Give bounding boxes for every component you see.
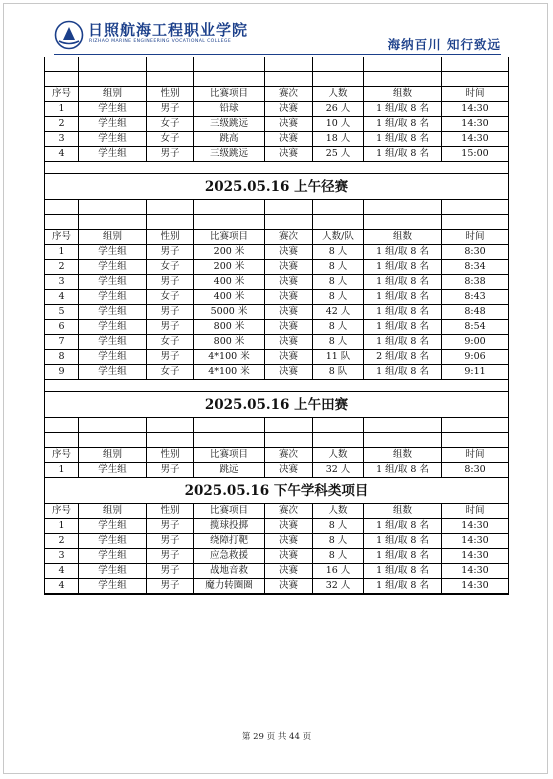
table-cell: 4: [45, 564, 79, 579]
table-cell: 1: [45, 245, 79, 260]
table-cell: 战地音救: [194, 564, 265, 579]
table-cell: 6: [45, 320, 79, 335]
table-row: [45, 579, 508, 594]
table-cell: [313, 72, 364, 87]
table-cell: [79, 200, 147, 215]
section-title: 2025.05.16 上午田赛: [45, 392, 508, 418]
column-header: 比赛项目: [194, 230, 265, 245]
table-cell: [442, 57, 508, 72]
column-header: 组数: [364, 87, 442, 102]
table-cell: [194, 215, 265, 230]
table-row-empty: [45, 215, 508, 230]
table-row: [45, 549, 508, 564]
table-cell: [45, 418, 79, 433]
table-cell: [45, 57, 79, 72]
table-row: [45, 365, 508, 380]
column-header: 时间: [442, 504, 508, 519]
table-cell: 14:30: [442, 579, 508, 594]
column-header: 性别: [147, 230, 194, 245]
column-header: 组数: [364, 230, 442, 245]
section1-body: [45, 102, 508, 162]
table-cell: [79, 215, 147, 230]
column-header: 序号: [45, 87, 79, 102]
column-header: 人数: [313, 448, 364, 463]
table-cell: 学生组: [79, 117, 147, 132]
table-cell: [194, 72, 265, 87]
table-cell: 魔力转圈圈: [194, 579, 265, 594]
table-cell: 14:30: [442, 564, 508, 579]
table-cell: [265, 72, 313, 87]
table-cell: 应急救援: [194, 549, 265, 564]
table-cell: 决赛: [265, 147, 313, 162]
table-row: [45, 320, 508, 335]
section2-body: [45, 245, 508, 380]
header-rule: [54, 54, 501, 55]
table-cell: 1 组/取 8 名: [364, 102, 442, 117]
table-cell: 1 组/取 8 名: [364, 564, 442, 579]
table-cell: 女子: [147, 365, 194, 380]
table-cell: [45, 215, 79, 230]
page-number: 第 29 页 共 44 页: [241, 732, 312, 742]
table-row: [45, 132, 508, 147]
table-cell: 男子: [147, 549, 194, 564]
table-cell: [79, 433, 147, 448]
table-cell: 8 人: [313, 534, 364, 549]
table-cell: 决赛: [265, 260, 313, 275]
table-cell: 4: [45, 147, 79, 162]
school-logo-icon: [54, 20, 84, 50]
table-cell: [194, 433, 265, 448]
school-motto: 海纳百川 知行致远: [387, 37, 501, 52]
table-cell: 学生组: [79, 147, 147, 162]
table-cell: [265, 215, 313, 230]
table-cell: 1 组/取 8 名: [364, 117, 442, 132]
table-cell: 决赛: [265, 534, 313, 549]
table-cell: 决赛: [265, 132, 313, 147]
column-header: 时间: [442, 87, 508, 102]
table-cell: 42 人: [313, 305, 364, 320]
table-cell: 8:38: [442, 275, 508, 290]
column-header: 序号: [45, 504, 79, 519]
table-cell: 1 组/取 8 名: [364, 579, 442, 594]
table-cell: 男子: [147, 564, 194, 579]
table-cell: 学生组: [79, 335, 147, 350]
table-row: [45, 147, 508, 162]
table-cell: 2: [45, 534, 79, 549]
table-cell: 学生组: [79, 579, 147, 594]
table-cell: 男子: [147, 519, 194, 534]
table-cell: 决赛: [265, 463, 313, 478]
table-row: [45, 290, 508, 305]
table-row: [45, 463, 508, 478]
table-row: [45, 335, 508, 350]
table-cell: 决赛: [265, 579, 313, 594]
schedule-sheet: [44, 57, 509, 595]
table-cell: [45, 433, 79, 448]
table-row-empty: [45, 418, 508, 433]
column-header: 组数: [364, 448, 442, 463]
table-cell: 14:30: [442, 132, 508, 147]
table-cell: 1 组/取 8 名: [364, 147, 442, 162]
table-cell: 2: [45, 260, 79, 275]
table-cell: [313, 200, 364, 215]
table-cell: 15:00: [442, 147, 508, 162]
table-cell: 学生组: [79, 564, 147, 579]
table-cell: 8:34: [442, 260, 508, 275]
table-cell: 8 人: [313, 260, 364, 275]
table-cell: 决赛: [265, 320, 313, 335]
table-row: [45, 275, 508, 290]
table-row: [45, 245, 508, 260]
table-cell: [364, 433, 442, 448]
table-cell: 8:54: [442, 320, 508, 335]
table-header-row: [45, 87, 508, 102]
table-cell: 18 人: [313, 132, 364, 147]
table-cell: 学生组: [79, 290, 147, 305]
table-cell: 8:30: [442, 245, 508, 260]
table-cell: 男子: [147, 534, 194, 549]
table-cell: 4*100 米: [194, 350, 265, 365]
table-cell: [147, 215, 194, 230]
table-cell: 8 人: [313, 549, 364, 564]
table-cell: 1 组/取 8 名: [364, 245, 442, 260]
table-cell: [313, 418, 364, 433]
table-cell: [45, 200, 79, 215]
table-cell: [313, 433, 364, 448]
table-cell: [79, 418, 147, 433]
table-cell: 男子: [147, 350, 194, 365]
table-cell: 8:30: [442, 463, 508, 478]
table-cell: 男子: [147, 245, 194, 260]
table-cell: 1: [45, 463, 79, 478]
table-cell: [265, 57, 313, 72]
table-cell: 10 人: [313, 117, 364, 132]
table-cell: 8 人: [313, 519, 364, 534]
table-cell: [147, 200, 194, 215]
table-cell: 4*100 米: [194, 365, 265, 380]
table-row: [45, 260, 508, 275]
table-cell: 14:30: [442, 102, 508, 117]
table-row-empty: [45, 200, 508, 215]
table-cell: 铅球: [194, 102, 265, 117]
table-cell: 14:30: [442, 549, 508, 564]
table-cell: [265, 418, 313, 433]
column-header: 赛次: [265, 448, 313, 463]
table-cell: [364, 215, 442, 230]
table-cell: 9:00: [442, 335, 508, 350]
table-cell: 14:30: [442, 519, 508, 534]
table-cell: 三级跳远: [194, 147, 265, 162]
column-header: 赛次: [265, 230, 313, 245]
table-cell: [364, 418, 442, 433]
table-cell: 200 米: [194, 260, 265, 275]
table-cell: 决赛: [265, 102, 313, 117]
table-cell: 决赛: [265, 549, 313, 564]
table-cell: 决赛: [265, 335, 313, 350]
table-cell: [79, 57, 147, 72]
table-cell: 8:48: [442, 305, 508, 320]
table-header-row: [45, 448, 508, 463]
table-cell: 女子: [147, 335, 194, 350]
table-row: [45, 534, 508, 549]
table-cell: 9:11: [442, 365, 508, 380]
table-cell: [265, 200, 313, 215]
table-cell: 学生组: [79, 519, 147, 534]
table-cell: 学生组: [79, 320, 147, 335]
table-cell: [313, 215, 364, 230]
section4-body: [45, 519, 508, 594]
table-cell: 决赛: [265, 275, 313, 290]
table-cell: 1 组/取 8 名: [364, 365, 442, 380]
table-row: [45, 519, 508, 534]
table-cell: 8 队: [313, 365, 364, 380]
table-cell: 跳高: [194, 132, 265, 147]
table-cell: 学生组: [79, 463, 147, 478]
table-cell: 男子: [147, 579, 194, 594]
table-cell: 200 米: [194, 245, 265, 260]
table-cell: 男子: [147, 275, 194, 290]
table-cell: 1 组/取 8 名: [364, 534, 442, 549]
table-cell: 揽球投掷: [194, 519, 265, 534]
table-cell: 学生组: [79, 245, 147, 260]
column-header: 时间: [442, 448, 508, 463]
table-spacer: [45, 162, 508, 174]
column-header: 组别: [79, 448, 147, 463]
table-cell: 11 队: [313, 350, 364, 365]
table-cell: 决赛: [265, 350, 313, 365]
table-cell: 800 米: [194, 335, 265, 350]
table-cell: [194, 418, 265, 433]
table-row: [45, 350, 508, 365]
table-cell: 1: [45, 102, 79, 117]
table-cell: [442, 200, 508, 215]
table-cell: [364, 200, 442, 215]
table-cell: 1 组/取 8 名: [364, 519, 442, 534]
table-row: [45, 305, 508, 320]
table-cell: 女子: [147, 260, 194, 275]
column-header: 组数: [364, 504, 442, 519]
table-cell: [147, 418, 194, 433]
table-cell: [79, 72, 147, 87]
table-header-row: [45, 504, 508, 519]
column-header: 赛次: [265, 87, 313, 102]
table-row-empty: [45, 72, 508, 87]
school-name-en: RIZHAO MARINE ENGINEERING VOCATIONAL COLLEGE: [89, 39, 232, 44]
table-cell: 9:06: [442, 350, 508, 365]
table-cell: 决赛: [265, 245, 313, 260]
table-cell: 2: [45, 117, 79, 132]
table-cell: 3: [45, 275, 79, 290]
table-cell: [313, 57, 364, 72]
table-cell: [364, 57, 442, 72]
table-cell: 3: [45, 132, 79, 147]
table-cell: 1 组/取 8 名: [364, 549, 442, 564]
table-cell: 16 人: [313, 564, 364, 579]
column-header: 组别: [79, 87, 147, 102]
table-cell: 1 组/取 8 名: [364, 463, 442, 478]
table-cell: 学生组: [79, 275, 147, 290]
table-cell: 4: [45, 290, 79, 305]
table-row: [45, 117, 508, 132]
table-cell: 男子: [147, 320, 194, 335]
table-cell: 跳远: [194, 463, 265, 478]
table-cell: 决赛: [265, 290, 313, 305]
table-cell: [442, 72, 508, 87]
table-cell: 8 人: [313, 290, 364, 305]
table-cell: 1 组/取 8 名: [364, 132, 442, 147]
table-cell: 决赛: [265, 564, 313, 579]
table-cell: 4: [45, 579, 79, 594]
column-header: 比赛项目: [194, 87, 265, 102]
table-cell: 女子: [147, 290, 194, 305]
table-cell: [442, 433, 508, 448]
document-header: [54, 16, 501, 56]
table-cell: 学生组: [79, 260, 147, 275]
table-row: [45, 102, 508, 117]
table-cell: [194, 57, 265, 72]
table-cell: 400 米: [194, 290, 265, 305]
column-header: 性别: [147, 448, 194, 463]
section-title: 2025.05.16 上午径赛: [45, 174, 508, 200]
table-cell: 8 人: [313, 245, 364, 260]
column-header: 性别: [147, 504, 194, 519]
table-row: [45, 564, 508, 579]
table-cell: 8 人: [313, 275, 364, 290]
column-header: 时间: [442, 230, 508, 245]
table-cell: [147, 57, 194, 72]
table-cell: 5000 米: [194, 305, 265, 320]
table-cell: 绕障打靶: [194, 534, 265, 549]
table-cell: [147, 433, 194, 448]
table-cell: 3: [45, 549, 79, 564]
table-cell: 决赛: [265, 519, 313, 534]
column-header: 组别: [79, 230, 147, 245]
table-cell: 7: [45, 335, 79, 350]
table-cell: 14:30: [442, 117, 508, 132]
table-cell: 8:43: [442, 290, 508, 305]
column-header: 比赛项目: [194, 504, 265, 519]
table-row-empty: [45, 57, 508, 72]
table-cell: 学生组: [79, 549, 147, 564]
table-spacer: [45, 380, 508, 392]
table-cell: 8 人: [313, 320, 364, 335]
table-cell: 26 人: [313, 102, 364, 117]
table-cell: 男子: [147, 147, 194, 162]
section-title: 2025.05.16 下午学科类项目: [45, 478, 508, 504]
table-cell: [45, 72, 79, 87]
table-cell: 女子: [147, 117, 194, 132]
table-cell: [442, 215, 508, 230]
table-cell: 8: [45, 350, 79, 365]
table-cell: 1 组/取 8 名: [364, 260, 442, 275]
school-name: 日照航海工程职业学院: [88, 21, 249, 39]
column-header: 性别: [147, 87, 194, 102]
table-cell: 男子: [147, 463, 194, 478]
table-header-row: [45, 230, 508, 245]
table-cell: 决赛: [265, 305, 313, 320]
table-cell: 1 组/取 8 名: [364, 305, 442, 320]
table-cell: 400 米: [194, 275, 265, 290]
table-cell: 1: [45, 519, 79, 534]
table-cell: 1 组/取 8 名: [364, 275, 442, 290]
table-cell: 800 米: [194, 320, 265, 335]
column-header: 比赛项目: [194, 448, 265, 463]
table-cell: 1 组/取 8 名: [364, 290, 442, 305]
column-header: 赛次: [265, 504, 313, 519]
table-cell: 决赛: [265, 365, 313, 380]
table-cell: 男子: [147, 305, 194, 320]
table-cell: 女子: [147, 132, 194, 147]
table-cell: 决赛: [265, 117, 313, 132]
column-header: 序号: [45, 230, 79, 245]
table-cell: 32 人: [313, 463, 364, 478]
table-cell: 25 人: [313, 147, 364, 162]
column-header: 人数/队: [313, 230, 364, 245]
table-cell: 学生组: [79, 534, 147, 549]
table-cell: 14:30: [442, 534, 508, 549]
column-header: 组别: [79, 504, 147, 519]
section3-body: [45, 463, 508, 478]
table-cell: 学生组: [79, 305, 147, 320]
table-cell: [442, 418, 508, 433]
table-cell: 8 人: [313, 335, 364, 350]
table-cell: 学生组: [79, 132, 147, 147]
table-row-empty: [45, 433, 508, 448]
table-cell: 1 组/取 8 名: [364, 320, 442, 335]
column-header: 人数: [313, 504, 364, 519]
table-cell: 1 组/取 8 名: [364, 335, 442, 350]
table-cell: 5: [45, 305, 79, 320]
table-cell: 9: [45, 365, 79, 380]
column-header: 人数: [313, 87, 364, 102]
table-cell: [194, 200, 265, 215]
table-cell: 32 人: [313, 579, 364, 594]
table-cell: 三级跳远: [194, 117, 265, 132]
table-cell: 2 组/取 8 名: [364, 350, 442, 365]
column-header: 序号: [45, 448, 79, 463]
table-cell: [265, 433, 313, 448]
table-cell: 男子: [147, 102, 194, 117]
table-cell: 学生组: [79, 102, 147, 117]
table-cell: 学生组: [79, 350, 147, 365]
table-cell: 学生组: [79, 365, 147, 380]
table-cell: [364, 72, 442, 87]
table-cell: [147, 72, 194, 87]
